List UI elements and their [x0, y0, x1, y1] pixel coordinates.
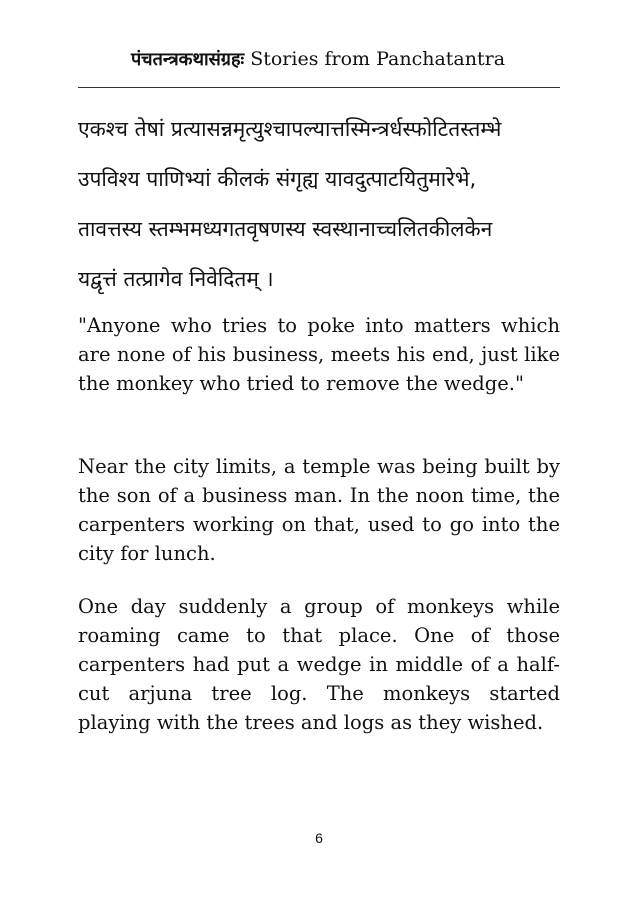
page-header — [78, 44, 558, 75]
sanskrit-verse — [78, 104, 560, 304]
page-number: 6 — [315, 830, 323, 846]
story-paragraph: One day suddenly a group of monkeys while roaming came to that place. One of those carpenters had put a wedge in middle of a half-cut arjuna tree log. The monkeys started playing with the trees and logs as they wished. — [78, 595, 560, 734]
header-divider — [78, 87, 560, 88]
moral-quote: "Anyone who tries to poke into matters which are none of his business, meets his end, just like the monkey who tried to remove the wedge." — [78, 314, 560, 395]
sanskrit-line: एकश्च तेषां प्रत्यासन्नमृत्युश्चापल्यात्तस्मिन्त्रर्धस्फोटितस्तम्भे — [78, 117, 502, 141]
sanskrit-line: यद्वृत्तं तत्प्रागेव निवेदितम् । — [78, 267, 274, 291]
story-paragraph: Near the city limits, a temple was being built by the son of a business man. In the noon time, the carpenters working on that, used to go into the city for lunch. — [78, 455, 560, 565]
english-title: Stories from Panchatantra — [250, 48, 506, 70]
sanskrit-line: उपविश्य पाणिभ्यां कीलकं संगृह्य यावदुत्पाटयितुमारेभे, — [78, 167, 477, 191]
sanskrit-line: तावत्तस्य स्तम्भमध्यगतवृषणस्य स्वस्थानाच्चलितकीलकेन — [78, 217, 493, 241]
sanskrit-title: पंचतन्त्रकथासंग्रहः — [130, 49, 245, 70]
